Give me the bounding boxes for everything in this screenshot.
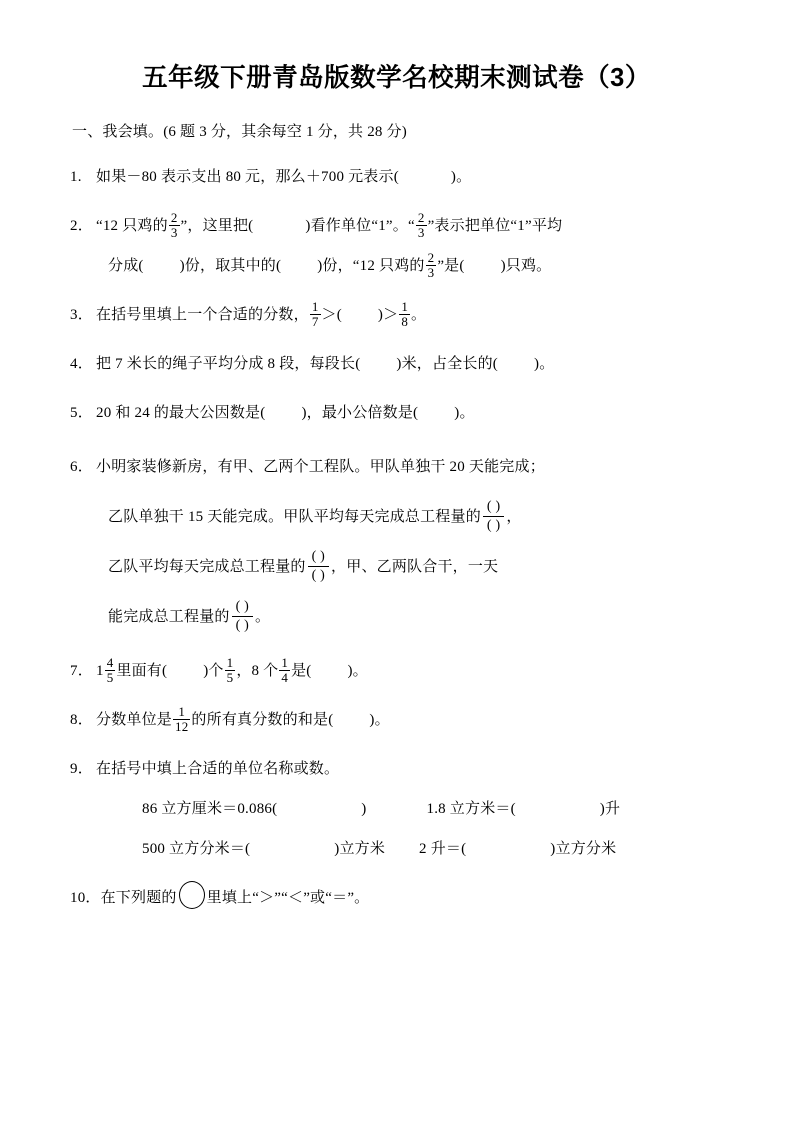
question-6-line1: 小明家装修新房，有甲、乙两个工程队。甲队单独干 20 天能完成；	[96, 459, 545, 475]
question-2-line2-a: 分成(	[108, 258, 144, 274]
question-7	[70, 651, 723, 691]
mixed-number-1-4-5: 1 $\frac{4}{5}$	[96, 654, 114, 685]
question-2-line1-d: ”表示把单位“1”平均	[427, 218, 563, 234]
question-1-number: 1.	[70, 169, 82, 185]
question-2-line1-a: “12 只鸡的	[96, 218, 168, 234]
question-4	[70, 344, 723, 384]
question-7-text-a: 里面有(	[116, 663, 168, 679]
question-9-row2-d: )立方分米	[550, 841, 617, 857]
question-4-number: 4．	[70, 356, 93, 372]
question-5	[70, 393, 723, 433]
question-9-row-1	[142, 789, 723, 829]
question-3-text-a: 在括号里填上一个合适的分数，	[96, 307, 309, 323]
fraction-1-7: $\frac{1}{7}$	[311, 298, 319, 329]
question-6-number: 6．	[70, 459, 93, 475]
question-9-row1-c: 1.8 立方米＝(	[426, 801, 516, 817]
question-3-text-b: ＞(	[321, 307, 342, 323]
section-heading-fill-in-blanks: 一、我会填。(6 题 3 分，其余每空 1 分，共 28 分)	[72, 124, 407, 140]
fraction-2-3: $\frac{2}{3}$	[417, 209, 425, 240]
fraction-4-5: $\frac{4}{5}$	[106, 654, 114, 685]
fraction-1-4: $\frac{1}{4}$	[281, 654, 289, 685]
question-7-number: 7．	[70, 663, 93, 679]
question-9-row1-b: )	[361, 801, 367, 817]
question-6-line4-b: 。	[255, 609, 271, 625]
fraction-2-3: $\frac{2}{3}$	[427, 249, 435, 280]
question-7-text-d: 是(	[291, 663, 312, 679]
question-10-number: 10．	[70, 890, 101, 906]
fraction-2-3: $\frac{2}{3}$	[170, 209, 178, 240]
question-7-text-b: )个	[203, 663, 224, 679]
question-3-text-c: )＞	[377, 307, 399, 323]
question-9-number: 9．	[70, 761, 93, 777]
question-8-text-c: )。	[369, 712, 390, 728]
question-9-row1-a: 86 立方厘米＝0.086(	[142, 801, 278, 817]
answer-fraction-blank[interactable]: ( ) ( )	[308, 548, 329, 584]
question-8-number: 8．	[70, 712, 93, 728]
question-2-line2-d: ”是(	[437, 258, 465, 274]
question-6-line2-a: 乙队单独干 15 天能完成。甲队平均每天完成总工程量的	[108, 509, 481, 525]
question-9-row2-a: 500 立方分米＝(	[142, 841, 251, 857]
question-6-line2-b: ，	[506, 509, 522, 525]
question-1	[70, 157, 723, 197]
question-10-text-b: 里填上“＞”“＜”或“＝”。	[206, 890, 370, 906]
question-6-line4	[108, 592, 723, 642]
question-1-text-b: )。	[450, 169, 472, 185]
question-4-text-c: )。	[534, 356, 555, 372]
question-5-number: 5．	[70, 405, 93, 421]
circle-answer-blank[interactable]	[179, 881, 205, 909]
question-2-line2-e: )只鸡。	[500, 258, 552, 274]
question-5-text-b: )，最小公倍数是(	[301, 405, 419, 421]
question-10	[70, 878, 723, 918]
question-4-text-b: )米，占全长的(	[396, 356, 498, 372]
question-9-row-2	[142, 829, 723, 869]
question-8-text-a: 分数单位是	[96, 712, 173, 728]
question-3	[70, 295, 723, 335]
answer-fraction-blank[interactable]: ( ) ( )	[483, 498, 504, 534]
question-5-text-a: 20 和 24 的最大公因数是(	[96, 405, 266, 421]
fraction-1-8: $\frac{1}{8}$	[401, 298, 409, 329]
answer-fraction-blank[interactable]: ( ) ( )	[232, 598, 253, 634]
question-8-text-b: 的所有真分数的和是(	[191, 712, 334, 728]
question-8	[70, 700, 723, 740]
question-5-text-c: )。	[454, 405, 475, 421]
fraction-1-12: $\frac{1}{12}$	[175, 703, 189, 734]
question-2-line2-b: )份，取其中的(	[179, 258, 282, 274]
question-1-text-a: 如果－80 表示支出 80 元，那么＋700 元表示(	[96, 169, 399, 185]
question-9-row1-d: )升	[599, 801, 621, 817]
question-6-line3	[108, 542, 723, 592]
question-9	[70, 749, 723, 869]
question-2-number: 2．	[70, 218, 93, 234]
question-6	[70, 442, 723, 642]
question-3-number: 3．	[70, 307, 93, 323]
question-7-text-c: ，8 个	[236, 663, 279, 679]
page-title: 五年级下册青岛版数学名校期末测试卷（3）	[142, 64, 651, 92]
question-7-text-e: )。	[347, 663, 368, 679]
fraction-1-5: $\frac{1}{5}$	[226, 654, 234, 685]
question-6-line3-a: 乙队平均每天完成总工程量的	[108, 559, 306, 575]
question-6-line4-a: 能完成总工程量的	[108, 609, 230, 625]
question-6-line3-b: ，甲、乙两队合干，一天	[331, 559, 499, 575]
question-3-text-d: 。	[411, 307, 427, 323]
question-9-row2-c: 2 升＝(	[419, 841, 467, 857]
question-2-line1-c: )看作单位“1”。“	[305, 218, 415, 234]
question-2	[70, 206, 723, 286]
question-2-line2	[108, 246, 723, 286]
question-2-line2-c: )份，“12 只鸡的	[317, 258, 425, 274]
question-9-text: 在括号中填上合适的单位名称或数。	[96, 761, 340, 777]
question-2-line1-b: ”，这里把(	[180, 218, 254, 234]
question-10-text-a: 在下列题的	[100, 890, 177, 906]
question-9-row2-b: )立方米	[334, 841, 386, 857]
question-6-line2	[108, 492, 723, 542]
question-4-text-a: 把 7 米长的绳子平均分成 8 段，每段长(	[96, 356, 361, 372]
